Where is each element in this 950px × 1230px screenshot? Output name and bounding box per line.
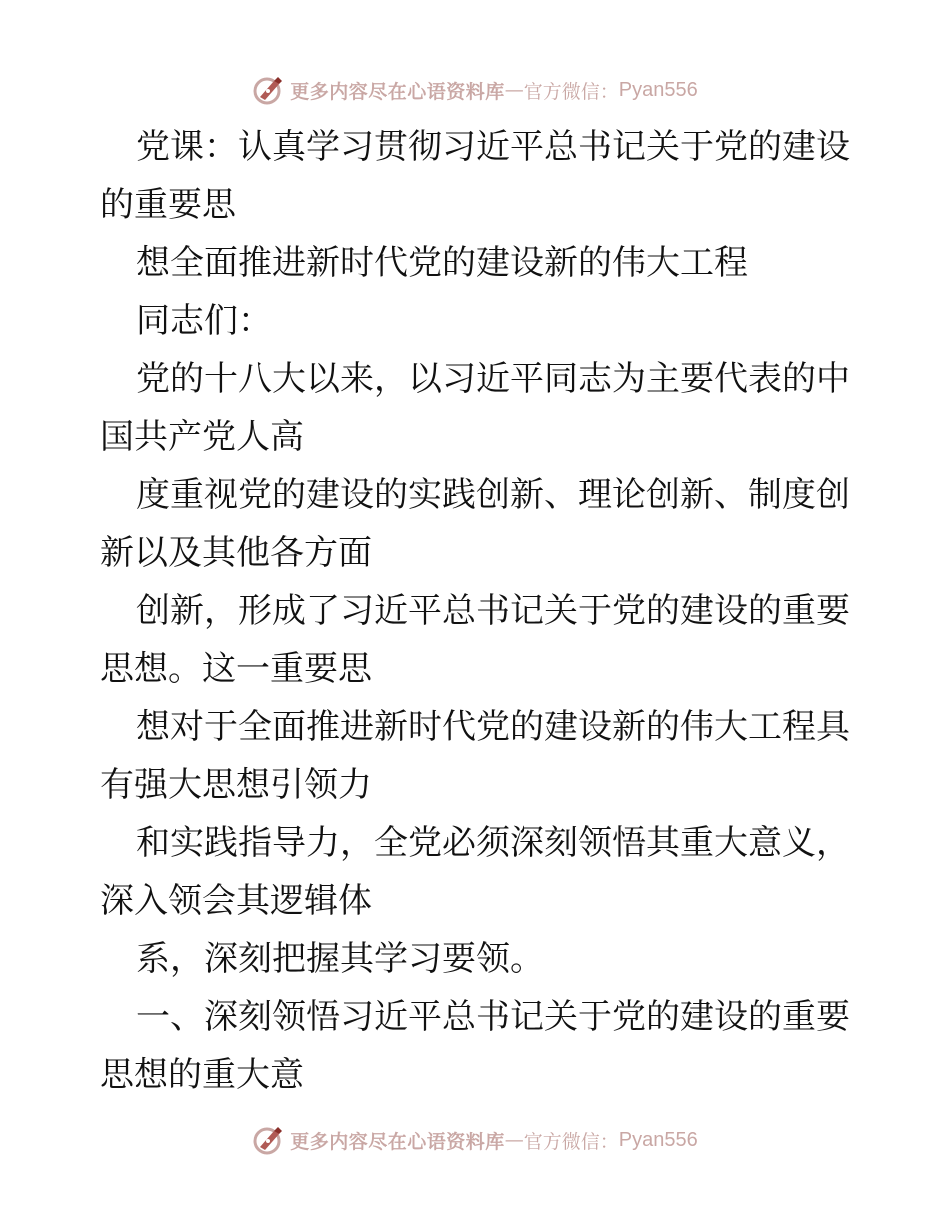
paragraph-line: 党的十八大以来，以习近平同志为主要代表的中	[136, 359, 850, 399]
title-line-3: 想全面推进新时代党的建设新的伟大工程	[136, 243, 748, 283]
paragraph-line: 创新，形成了习近平总书记关于党的建设的重要	[136, 591, 850, 631]
banner-wechat-label: 官方微信：	[523, 1130, 619, 1153]
paragraph-line: 思想。这一重要思	[100, 649, 372, 689]
paragraph-line: 想对于全面推进新时代党的建设新的伟大工程具	[136, 707, 850, 747]
pen-logo-icon	[252, 1123, 286, 1157]
document-body	[100, 118, 860, 1104]
pen-logo-icon	[252, 73, 286, 107]
paragraph-line: 国共产党人高	[100, 417, 304, 457]
paragraph-line: 有强大思想引领力	[100, 765, 372, 805]
banner-wechat-id: Pyan556	[618, 78, 698, 101]
paragraph-line: 度重视党的建设的实践创新、理论创新、制度创	[136, 475, 850, 515]
paragraph-line: 和实践指导力，全党必须深刻领悟其重大意义，	[136, 823, 850, 863]
paragraph-line: 新以及其他各方面	[100, 533, 372, 573]
banner-wechat-label: 官方微信：	[523, 80, 619, 103]
banner-separator: —	[504, 79, 524, 101]
banner-separator: —	[504, 1129, 524, 1151]
banner-brand-text: 更多内容尽在心语资料库	[290, 1130, 505, 1153]
footer-watermark-banner	[0, 1120, 950, 1160]
title-line-2: 的重要思	[100, 185, 236, 225]
paragraph-line: 系，深刻把握其学习要领。	[136, 939, 544, 979]
salutation: 同志们：	[136, 301, 272, 341]
section-heading-line: 一、深刻领悟习近平总书记关于党的建设的重要	[136, 997, 850, 1037]
paragraph-line: 深入领会其逻辑体	[100, 881, 372, 921]
title-line-1: 党课：认真学习贯彻习近平总书记关于党的建设	[136, 127, 850, 167]
banner-brand-text: 更多内容尽在心语资料库	[290, 80, 505, 103]
banner-wechat-id: Pyan556	[618, 1128, 698, 1151]
section-heading-line: 思想的重大意	[100, 1055, 304, 1095]
header-watermark-banner	[0, 70, 950, 110]
